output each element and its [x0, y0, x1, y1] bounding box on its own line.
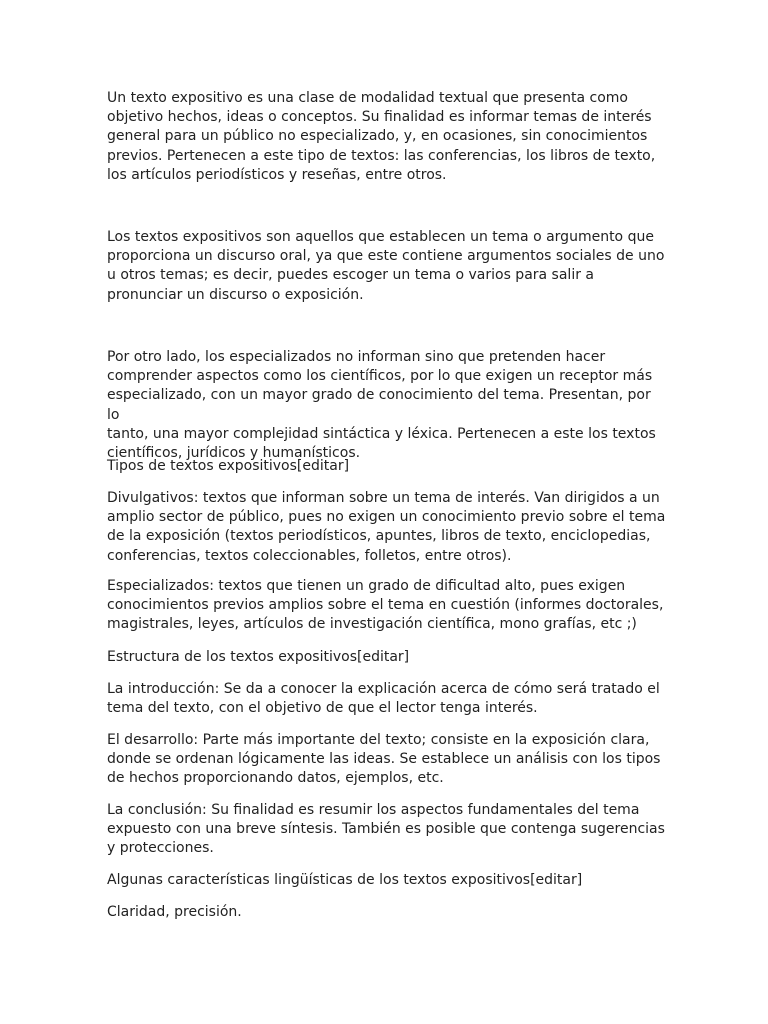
- paragraph-divulgativos: Divulgativos: textos que informan sobre un tema de interés. Van dirigidos a un amplio sector de público, pues no exigen un conocimiento previo sobre el tema de la exposición (textos periodísticos, apuntes, libros de texto, enciclopedias, conferencias, textos coleccionables, folletos, entre otros).: [107, 490, 666, 564]
- paragraph-desarrollo: El desarrollo: Parte más importante del texto; consiste en la exposición clara, donde se ordenan lógicamente las ideas. Se establece un análisis con los tipos de hechos proporcionando datos, ejemplos, etc.: [107, 732, 661, 787]
- paragraph-intro: Un texto expositivo es una clase de modalidad textual que presenta como objetivo hechos, ideas o conceptos. Su finalidad es informar temas de interés general para un público no especializado, y, en ocasiones, sin conocimientos previos. Pertenecen a este tipo de textos: las conferencias, los libros de texto, los artículos periodísticos y reseñas, entre otros.: [107, 90, 656, 183]
- paragraph-definition: Los textos expositivos son aquellos que establecen un tema o argumento que proporciona un discurso oral, ya que este contiene argumentos sociales de uno u otros temas; es decir, puedes escoger un tema o varios para salir a pronunciar un discurso o exposición.: [107, 229, 665, 303]
- paragraph-claridad: Claridad, precisión.: [107, 904, 242, 920]
- paragraph-specialized-intro: Por otro lado, los especializados no informan sino que pretenden hacer comprender aspectos como los científicos, por lo que exigen un receptor más especializado, con un mayor grado de conocimiento del tema. Presentan, por lo tanto, una mayor complejidad sintáctica y léxica. Pertenecen a este los textos científicos, jurídicos y humanísticos.: [107, 349, 656, 462]
- section-heading-caracteristicas: Algunas características lingüísticas de los textos expositivos[editar]: [107, 872, 583, 888]
- paragraph-especializados: Especializados: textos que tienen un grado de dificultad alto, pues exigen conocimientos previos amplios sobre el tema en cuestión (informes doctorales, magistrales, leyes, artículos de investigación científica, mono grafías, etc ;): [107, 578, 664, 633]
- section-heading-tipos: Tipos de textos expositivos[editar]: [107, 458, 350, 474]
- paragraph-introduccion: La introducción: Se da a conocer la explicación acerca de cómo será tratado el tema del texto, con el objetivo de que el lector tenga interés.: [107, 681, 660, 717]
- paragraph-conclusion: La conclusión: Su finalidad es resumir los aspectos fundamentales del tema expuesto con una breve síntesis. También es posible que contenga sugerencias y protecciones.: [107, 802, 665, 857]
- section-heading-estructura: Estructura de los textos expositivos[editar]: [107, 649, 410, 665]
